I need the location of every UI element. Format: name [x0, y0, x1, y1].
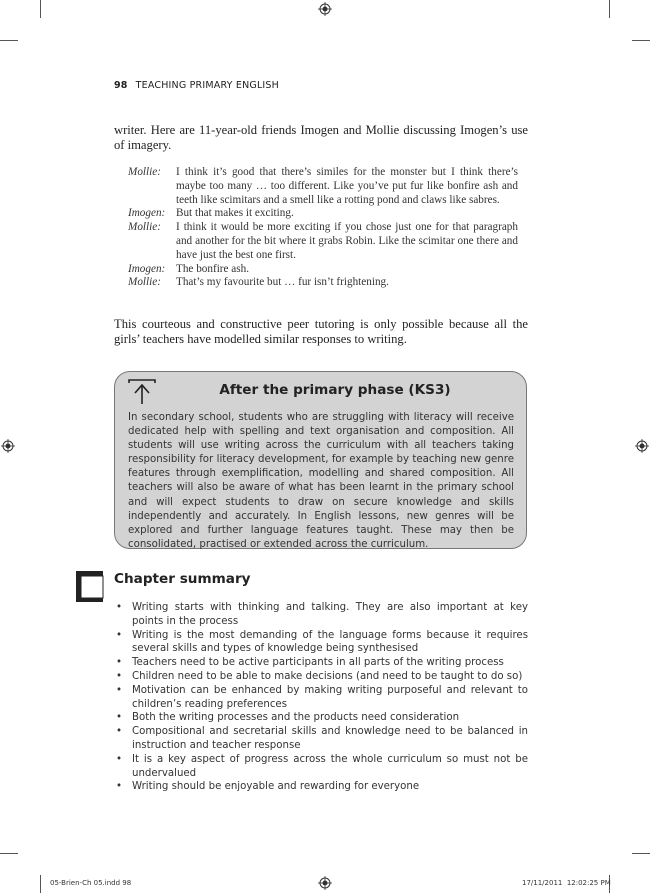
crop-mark [40, 875, 41, 893]
summary-square-icon [76, 571, 105, 604]
arrow-up-icon [127, 379, 157, 405]
list-item: • Motivation can be enhanced by making writing purposeful and relevant to children’s reading preferences [114, 684, 528, 712]
crop-mark [632, 853, 650, 854]
dialogue-line [128, 166, 518, 207]
page-number: 98 [114, 80, 128, 91]
summary-title: Chapter summary [114, 571, 251, 587]
slug-date [522, 879, 611, 887]
running-head-title: TEACHING PRIMARY ENGLISH [135, 80, 280, 91]
slug-date-value: 17/11/2011 [522, 879, 563, 887]
closing-paragraph: This courteous and constructive peer tutoring is only possible because all the girls’ teachers have modelled similar responses to writing. [114, 317, 528, 346]
running-head [114, 80, 279, 91]
dialogue-text: I think it would be more exciting if you chose just one for that paragraph and another for the bit where it grabs Robin. Like the scimitar one there and have just the best one first. [176, 221, 518, 261]
list-item: • Writing starts with thinking and talking. They are also important at key points in the process [114, 601, 528, 629]
crop-mark [0, 40, 18, 41]
crop-mark [0, 853, 18, 854]
list-item: • Writing is the most demanding of the language forms because it requires several skills and types of knowledge being synthesised [114, 629, 528, 657]
dialogue-line [128, 207, 518, 221]
dialogue-text: The bonfire ash. [176, 262, 250, 275]
list-item: • Both the writing processes and the products need consideration [114, 711, 528, 725]
dialogue-speaker: Mollie: [128, 166, 161, 178]
dialogue-speaker: Mollie: [128, 221, 161, 234]
registration-mark-icon [1, 439, 15, 453]
ks3-title: After the primary phase (KS3) [219, 382, 451, 398]
dialogue-line [128, 263, 518, 277]
list-item: • Writing should be enjoyable and rewarding for everyone [114, 780, 528, 794]
registration-mark-icon [318, 876, 332, 890]
dialogue [128, 166, 518, 290]
registration-mark-icon [318, 2, 332, 16]
dialogue-speaker: Imogen: [128, 207, 166, 220]
list-item: • It is a key aspect of progress across the whole curriculum so must not be undervalued [114, 753, 528, 781]
crop-mark [40, 0, 41, 18]
list-item: • Teachers need to be active participants in all parts of the writing process [114, 656, 528, 670]
dialogue-text: I think it’s good that there’s similes for the monster but I think there’s maybe too many … too different. Like you’ve put fur like bonfire ash and teeth like scimitars and a smell like a rotting pond and claws like sabres. [176, 166, 518, 206]
slug-time: 12:02:25 PM [566, 879, 611, 887]
dialogue-text: But that makes it exciting. [176, 207, 294, 220]
slug-file: 05-Brien-Ch 05.indd 98 [50, 879, 132, 887]
dialogue-text: That’s my favourite but … fur isn’t frightening. [176, 276, 389, 289]
crop-mark [632, 40, 650, 41]
ks3-body: In secondary school, students who are struggling with literacy will receive dedicated help with spelling and text organisation and composition. All students will use writing across the curriculum with all teachers taking responsibility for literacy development, for example by teaching new genre features through exemplification, modelling and shared composition. All teachers will also be aware of what has been learnt in the primary school and will expect students to draw on secure knowledge and skills independently and accurately. In English lessons, new genres will be explored and further language features taught. These may then be consolidated, practised or extended across the curriculum. [128, 412, 514, 550]
crop-mark [609, 0, 610, 18]
dialogue-speaker: Imogen: [128, 262, 166, 275]
dialogue-line [128, 221, 518, 262]
dialogue-speaker: Mollie: [128, 276, 161, 289]
list-item: • Compositional and secretarial skills and knowledge need to be balanced in instruction and teacher response [114, 725, 528, 753]
list-item: • Children need to be able to make decisions (and need to be taught to do so) [114, 670, 528, 684]
registration-mark-icon [635, 439, 649, 453]
dialogue-line [128, 276, 518, 290]
summary-list [114, 601, 528, 794]
intro-paragraph: writer. Here are 11-year-old friends Imogen and Mollie discussing Imogen’s use of imagery. [114, 123, 528, 152]
